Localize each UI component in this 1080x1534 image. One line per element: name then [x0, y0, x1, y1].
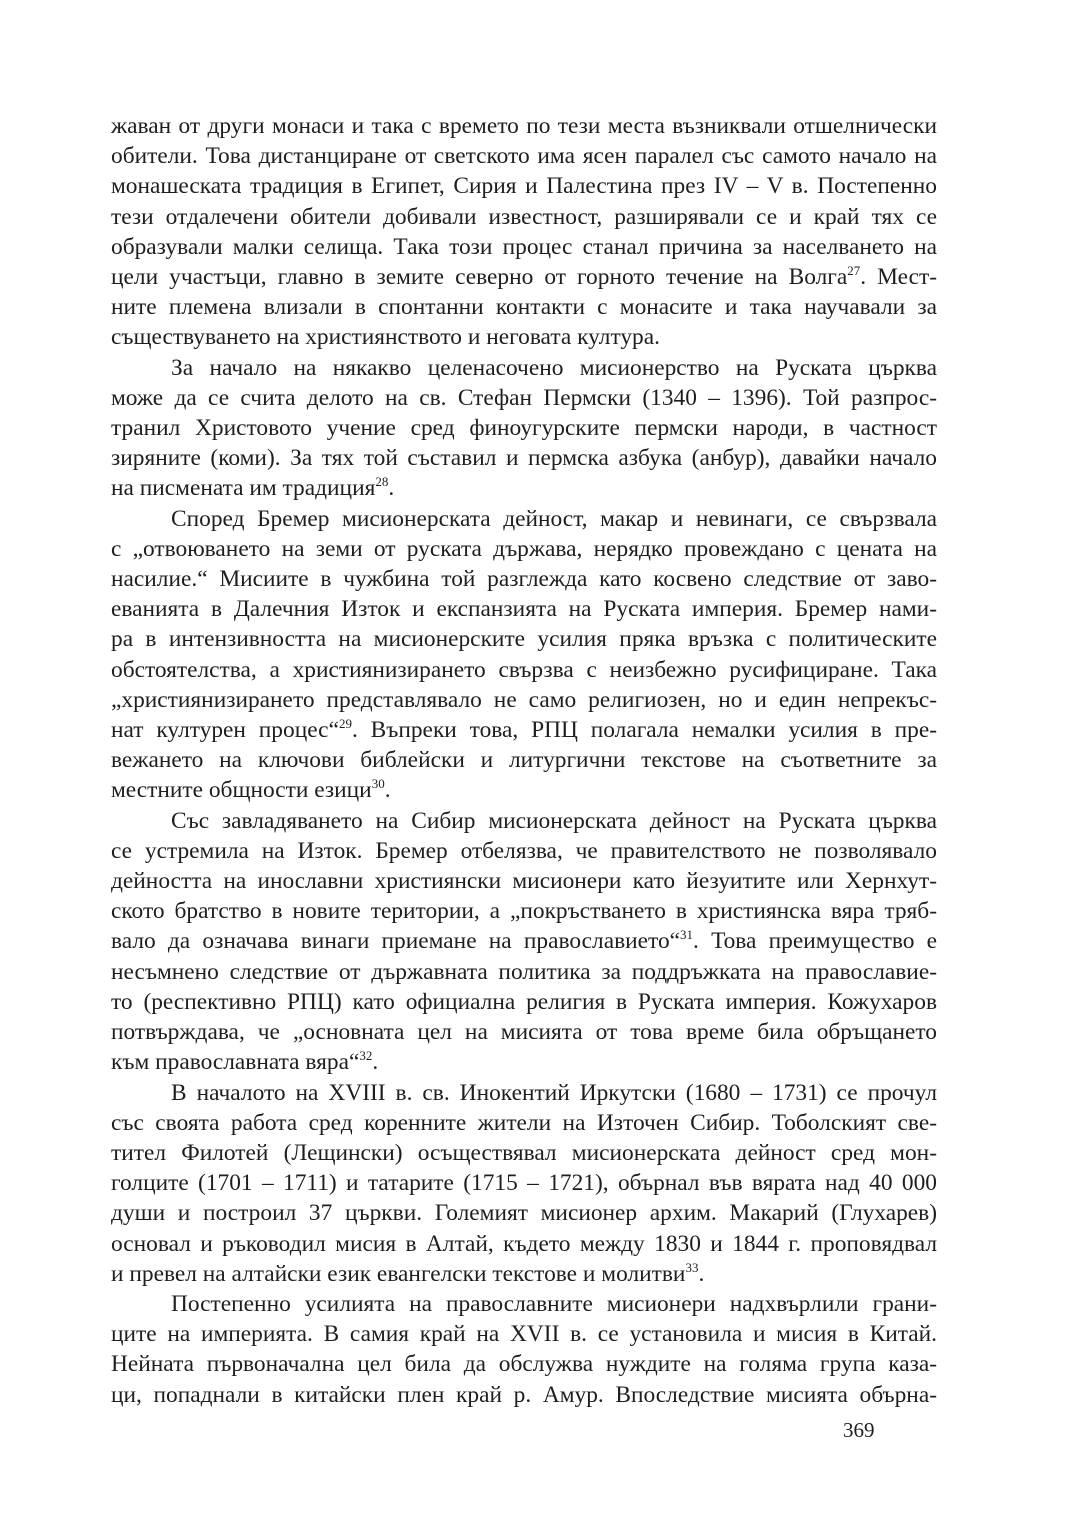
text-segment: . Това преимущество е [693, 928, 937, 955]
paragraph [111, 353, 937, 504]
text-segment: голците (1701 – 1711) и татарите (1715 – 1721), обърнал във вярата над 40 000 [111, 1170, 937, 1197]
text-line [111, 806, 937, 836]
text-line [111, 866, 937, 896]
text-segment: и превел на алтайски език евангелски текстове и молитви [111, 1260, 686, 1287]
text-segment: тител Филотей (Лещински) осъществявал мисионерската дейност сред мон- [111, 1139, 937, 1166]
paragraph [111, 1289, 937, 1410]
text-segment: . Въпреки това, РПЦ полагала немалки усилия в пре- [351, 717, 937, 744]
text-segment: . [372, 1049, 379, 1076]
text-line [111, 1349, 937, 1379]
text-segment: Постепенно усилията на православните мисионери надхвърлили грани- [171, 1290, 937, 1317]
text-segment: В началото на XVIII в. св. Инокентий Иркутски (1680 – 1731) се прочул [171, 1079, 937, 1106]
footnote-marker: 27 [847, 263, 861, 279]
text-segment: тези отдалечени обители добивали известност, разширявали се и край тях се [111, 203, 937, 230]
text-segment: За начало на някакво целенасочено мисионерство на Руската църква [171, 354, 937, 381]
footnote-marker: 30 [371, 776, 385, 792]
page-number: 369 [843, 1418, 875, 1442]
text-segment: транил Христовото учение сред финоугурските пермски народи, в частност [111, 415, 937, 442]
text-line [111, 1319, 937, 1349]
text-segment: нат културен процес“ [111, 717, 339, 744]
text-line [111, 836, 937, 866]
text-segment: монашеската традиция в Египет, Сирия и Палестина през IV – V в. Постепенно [111, 173, 937, 200]
text-segment: към православната вяра“ [111, 1049, 360, 1076]
text-line [111, 262, 937, 292]
text-segment: Според Бремер мисионерската дейност, макар и невинаги, се свързвала [171, 505, 937, 532]
text-segment: обстоятелства, а християнизирането свързва с неизбежно русифициране. Така [111, 656, 937, 683]
text-line [111, 987, 937, 1017]
text-line [111, 1108, 937, 1138]
text-segment: може да се счита делото на св. Стефан Пермски (1340 – 1396). Той разпрос- [111, 384, 937, 411]
text-line [111, 171, 937, 201]
text-line [111, 504, 937, 534]
text-line [111, 1138, 937, 1168]
text-line [111, 1380, 937, 1410]
text-segment: обители. Това дистанциране от светското има ясен паралел със самото начало на [111, 143, 937, 170]
text-segment: ра в интензивността на мисионерските усилия пряка връзка с политическите [111, 626, 937, 653]
text-line [111, 715, 937, 745]
text-line [111, 685, 937, 715]
text-segment: съществуването на християнството и неговата култура. [111, 324, 660, 351]
text-segment: образували малки селища. Така този процес станал причина за населването на [111, 233, 937, 260]
text-segment: ци, попаднали в китайски плен край р. Амур. Впоследствие мисията обърна- [111, 1381, 937, 1408]
text-line [111, 473, 937, 503]
text-line [111, 896, 937, 926]
footnote-marker: 31 [680, 927, 694, 943]
text-line [111, 353, 937, 383]
text-line [111, 594, 937, 624]
footnote-marker: 29 [338, 716, 352, 732]
text-line [111, 655, 937, 685]
text-segment: ните племена влизали в спонтанни контакти с монасите и така научавали за [111, 294, 937, 321]
text-segment: се устремила на Изток. Бремер отбелязва, че правителството не позволявало [111, 837, 937, 864]
text-segment: . [388, 475, 395, 502]
text-segment: то (респективно РПЦ) като официална религия в Руската империя. Кожухаров [111, 988, 937, 1015]
text-line [111, 1047, 937, 1077]
text-line [111, 957, 937, 987]
text-line [111, 1168, 937, 1198]
text-segment: с „отвоюването на земи от руската държава, нерядко провеждано с цената на [111, 535, 937, 562]
text-line [111, 443, 937, 473]
footnote-marker: 32 [359, 1048, 373, 1064]
text-line [111, 1289, 937, 1319]
text-segment: еванията в Далечния Изток и експанзията на Руската империя. Бремер нами- [111, 596, 937, 623]
paragraph [111, 806, 937, 1078]
text-segment: несъмнено следствие от държавната политика за поддръжката на православие- [111, 958, 937, 985]
text-segment: „християнизирането представлявало не само религиозен, но и един непрекъс- [111, 686, 937, 713]
text-line [111, 926, 937, 956]
text-line [111, 232, 937, 262]
text-line [111, 202, 937, 232]
paragraph [111, 1078, 937, 1289]
text-line [111, 1229, 937, 1259]
text-segment: жаван от други монаси и така с времето по тези места възниквали отшелнически [111, 113, 937, 139]
text-segment: . Мест- [860, 264, 937, 291]
text-segment: вежането на ключови библейски и литургични текстове на съответните за [111, 747, 937, 774]
text-line [111, 413, 937, 443]
text-segment: основал и ръководил мисия в Алтай, където между 1830 и 1844 г. проповядвал [111, 1230, 937, 1257]
footnote-marker: 33 [685, 1259, 699, 1275]
text-line [111, 775, 937, 805]
text-line [111, 141, 937, 171]
text-segment: ците на империята. В самия край на XVII в. се установила и мисия в Китай. [111, 1321, 937, 1348]
text-segment: вало да означава винаги приемане на православието“ [111, 928, 681, 955]
text-segment: потвърждава, че „основната цел на мисията от това време била обръщането [111, 1019, 937, 1046]
text-segment: ското братство в новите територии, а „покръстването в християнска вяра тряб- [111, 898, 937, 925]
text-segment: . [698, 1260, 705, 1287]
paragraph [111, 111, 937, 353]
text-segment: зиряните (коми). За тях той съставил и пермска азбука (анбур), давайки начало [111, 445, 937, 472]
text-segment: насилие.“ Мисиите в чужбина той разглежда като косвено следствие от заво- [111, 566, 937, 593]
text-line [111, 1259, 937, 1289]
text-line [111, 624, 937, 654]
text-line [111, 534, 937, 564]
text-segment: Със завладяването на Сибир мисионерската дейност на Руската църква [171, 807, 937, 834]
text-segment: на писмената им традиция [111, 475, 376, 502]
paragraph [111, 504, 937, 806]
text-segment: местните общности езици [111, 777, 372, 804]
body-text [111, 111, 937, 1410]
text-line [111, 1078, 937, 1108]
text-line [111, 745, 937, 775]
text-line [111, 111, 937, 141]
text-segment: цели участъци, главно в земите северно от горното течение на Волга [111, 264, 848, 291]
text-segment: дейността на инославни християнски мисионери като йезуитите или Хернхут- [111, 868, 937, 895]
text-segment: Нейната първоначална цел била да обслужва нуждите на голяма група каза- [111, 1351, 937, 1378]
text-segment: със своята работа сред коренните жители на Източен Сибир. Тоболският све- [111, 1109, 937, 1136]
text-segment: души и построил 37 църкви. Големият мисионер архим. Макарий (Глухарев) [111, 1200, 937, 1227]
text-line [111, 564, 937, 594]
text-line [111, 292, 937, 322]
text-line [111, 383, 937, 413]
text-line [111, 322, 937, 352]
text-segment: . [384, 777, 391, 804]
footnote-marker: 28 [375, 474, 389, 490]
text-line [111, 1198, 937, 1228]
text-line [111, 1017, 937, 1047]
